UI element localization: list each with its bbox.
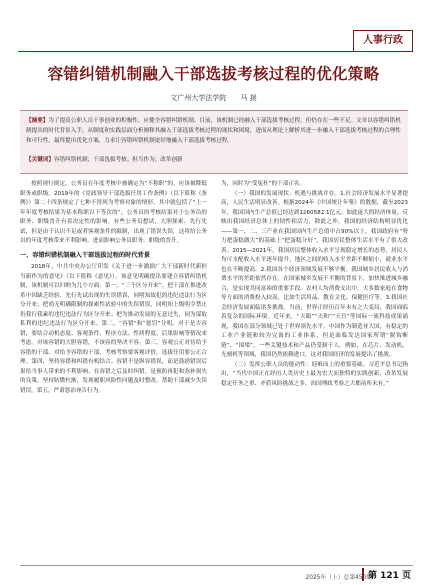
- footer-rule: [20, 565, 413, 566]
- abstract-box: [20, 110, 408, 174]
- header-rule: [18, 51, 413, 52]
- right-column: [221, 180, 408, 389]
- page-footer: [0, 563, 427, 585]
- paragraph: 按照现行规定，公务员在年度考核中被确定为“不称职”的，应该被降低职务或职级。2019年的《党政领导干部选拔任用工作条例》（以下简称《条例》）第二十四条规定了七种不得列为考察对象的情形，其中就包括了“上一年年度考核结果为基本称职以下等次的”。公务员的考核结果对于公务员的职务、职级晋升有着决定性的影响。有些公务员想试，大胆探索、先行先试，但是由于认识不足或者客观条件的限制，出现了错误失误，这将给公务员的年度考核带来不利影响，进而影响公务员职务、职级的晋升。: [20, 181, 207, 244]
- abstract-label: 【摘要】: [26, 118, 49, 124]
- keywords: [26, 155, 402, 165]
- keywords-label: 【关键词】: [26, 157, 54, 163]
- abstract: [26, 116, 402, 146]
- article-title: 容错纠错机制融入干部选拔考核过程的优化策略: [47, 64, 380, 83]
- byline: [0, 93, 427, 103]
- paragraph: （一）我国的发展现状：机遇与挑战并存。1.社会经济发展水平显著提高，人民生活明显改善。根据2024年《中国统计年鉴》的数据，截至2023年，我国国内生产总值已经达到1260582.1亿元。如此庞大的经济体量，反映出我国经济总体上的韧性和活力，除此之外，我国的经济结构明显优化——第一、二、三产业在我国国内生产总值中占90%以上。我国政府有“努力把蛋糕做大”的基础上“把蛋糕分好”，我国居民整体生活水平有了很大改善。2015—2021年，我国居民整体收入水平呈现稳定增长的态势，居民人均可支配收入水平逐年提升。地区之间的收入水平差距不断缩小，就业水平也在不断提高。2.我国各个经济领域发展不够平衡。我国城乡居民收入与消费水平的差距依然存在，在国家城乡发展不平衡的背景下，加快推进城乡融合，是实现共同富裕的重要手段。农村人均消费支出中，大多数家庭在食物等方面的消费投入较高，比如生活用品、教育文化、保健医疗等。3.我国社会经济发展面临诸多挑战。当前，世界正经历百年未有之大变局，我国面临着复杂的国际环境。近年来，“天眼”“天和”“天宫”等国际一流科技成果涌现，我国在部分领域已处于世界领先水平。中国作为制造业大国，有稳定的工业产业链和较为完备的工业体系，但是面临发达国家所谓“脱钩断链”、“围堵”，一些关键技术和产品仍受制于人。例如，在芯片、发动机、光刻机等领域，我国仍然依赖进口，这对我国经济的发展提出了挑战。: [221, 190, 408, 358]
- abstract-text: 为了提高公职人员干事创业的积极性，应健全容错纠错机制。目前，该机制已经融入干部选拔考核过程，但仍存在一些不足。文章以容错纠错机制提出的时代背景入手，从制度和实践层面分析阐释其融入干部选拔考核过程的现状和困境，进而从理论上解析其进一步融入干部选拔考核过程的合理性和可行性，最终提出优化方案，力求让容错纠错机制更好地融入干部选拔考核过程。: [26, 118, 401, 144]
- paragraph: 为，同时为“受冤枉”的干部正名。: [221, 181, 306, 187]
- section-heading: 一、容错纠错机制融入干部选拔过程的时代背景: [20, 251, 150, 259]
- section-tag: 人事行政: [353, 30, 413, 52]
- keywords-text: 容错纠错机制；干部选拔考核；担当作为；改革创新: [53, 157, 183, 163]
- author: 马 援: [240, 94, 257, 102]
- page-number: 第 121 页: [362, 568, 411, 581]
- paragraph: 2018年，中共中央办公厅印发《关于进一步激励广大干部新时代新担当新作为的意见》（以下简称《意见》），该意见明确提出要建立容错纠错机制，该机制可以归纳为几个方面：第一，“三个区分开来”。把干部在推进改革中因缺乏经验、先行先试出现的失误错误，同明知故犯的违纪违法行为区分开来；把尚无明确限制的探索性试验中的失误错误，同明知上级明令禁止仍我行我素的违纪违法行为区分开来；把为推动发展的无意过失，同为谋取私利的违纪违法行为区分开来。第二，“容错”和“惩罚”分明。对于是否容错，要结合动机态度、客观条件、程序方法、性质程度、后果影响等情况来考虑。对该容错的大胆容错，不该容的坚决不容。第三，容观公正对待给予容错的干部。对给予容错的干部，考核考察要客观评价，选拔任用要公正合理。第四，坚持容错和纠错有机结合。容错不是纵容错误，而是鼓励错误后果给当事人带来的不利影响。在容错之后及时纠错，是预防再犯和弥补损失的良策。坚持防微杜渐，发现履职风险性问题及时整改，帮助干部减少失误错误。第五，严肃惩治诬告行为。: [20, 264, 207, 394]
- paragraph: （二）发挥公职人员的能动性：迎难而上的重要基础。习近平总书记指出，“当代中国正在经历人类历史上最为宏大而独特的实践创新，改革发展稳定任务之重、矛盾风险挑战之多、治国理政考验之大都前所未有。”: [221, 361, 408, 387]
- issue-info: 2025年（上）总第450期: [305, 575, 372, 581]
- affiliation: 文广州大学法学院: [170, 94, 227, 102]
- left-column: [20, 180, 207, 396]
